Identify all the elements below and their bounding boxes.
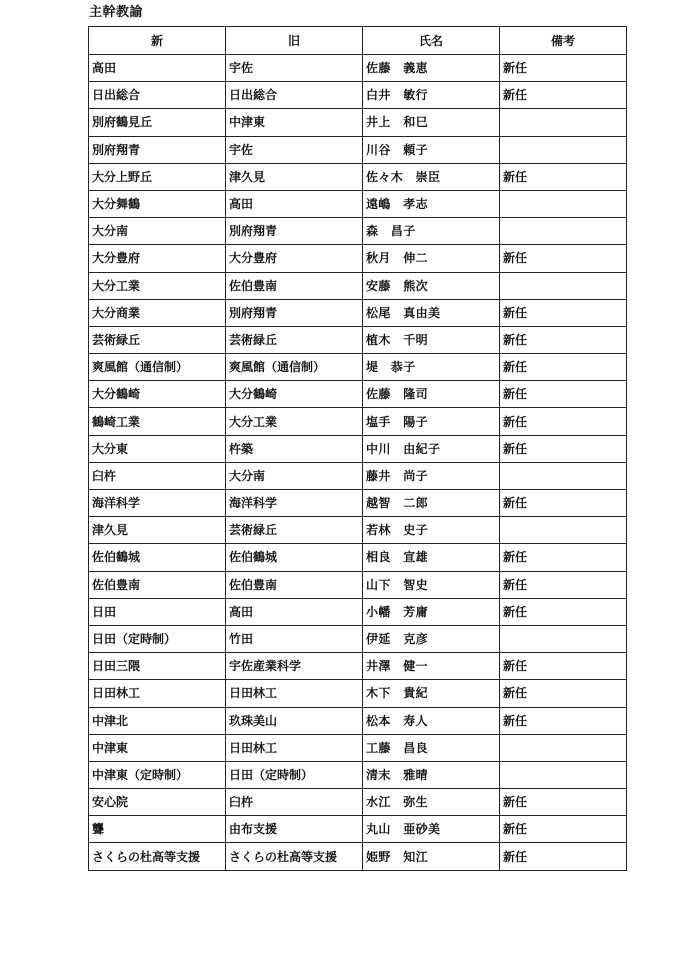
new-school-cell: 臼杵 [89,462,226,489]
new-school-cell: 大分舞鶴 [89,190,226,217]
old-school-cell: 日出総合 [226,82,363,109]
new-school-cell: 日田（定時制） [89,625,226,652]
name-cell: 姫野 知江 [363,843,500,870]
old-school-cell: 大分工業 [226,408,363,435]
name-cell: 植木 千明 [363,326,500,353]
remarks-cell [500,625,627,652]
new-school-cell: 大分商業 [89,299,226,326]
old-school-cell: 芸術緑丘 [226,326,363,353]
table-row [89,136,627,163]
table-row [89,82,627,109]
remarks-cell: 新任 [500,326,627,353]
old-school-cell: 高田 [226,190,363,217]
remarks-cell: 新任 [500,82,627,109]
old-school-cell: さくらの杜高等支援 [226,843,363,870]
table-row [89,55,627,82]
new-school-cell: 鶴崎工業 [89,408,226,435]
new-school-cell: 大分工業 [89,272,226,299]
old-school-cell: 臼杵 [226,789,363,816]
name-cell: 白井 敏行 [363,82,500,109]
remarks-cell: 新任 [500,843,627,870]
name-cell: 井上 和巳 [363,109,500,136]
old-school-cell: 佐伯豊南 [226,272,363,299]
remarks-cell [500,462,627,489]
new-school-cell: 別府鶴見丘 [89,109,226,136]
old-school-cell: 別府翔青 [226,218,363,245]
old-school-cell: 玖珠美山 [226,707,363,734]
header-old-school: 旧 [226,27,363,55]
old-school-cell: 杵築 [226,435,363,462]
old-school-cell: 海洋科学 [226,490,363,517]
new-school-cell: 芸術緑丘 [89,326,226,353]
old-school-cell: 大分南 [226,462,363,489]
page-title: 主幹教諭 [89,5,144,20]
header-new-school: 新 [89,27,226,55]
remarks-cell: 新任 [500,490,627,517]
table-row [89,109,627,136]
name-cell: 遠嶋 孝志 [363,190,500,217]
remarks-cell: 新任 [500,55,627,82]
old-school-cell: 日田（定時制） [226,761,363,788]
remarks-cell: 新任 [500,816,627,843]
name-cell: 小幡 芳庸 [363,598,500,625]
name-cell: 清末 雅晴 [363,761,500,788]
remarks-cell: 新任 [500,299,627,326]
table-row [89,598,627,625]
table-row [89,381,627,408]
new-school-cell: さくらの杜高等支援 [89,843,226,870]
table-row [89,354,627,381]
remarks-cell [500,517,627,544]
name-cell: 佐々木 崇臣 [363,163,500,190]
remarks-cell: 新任 [500,571,627,598]
new-school-cell: 佐伯豊南 [89,571,226,598]
remarks-cell: 新任 [500,707,627,734]
personnel-table [88,26,627,871]
new-school-cell: 日田三隈 [89,653,226,680]
name-cell: 佐藤 隆司 [363,381,500,408]
name-cell: 川谷 頼子 [363,136,500,163]
table-row [89,408,627,435]
new-school-cell: 安心院 [89,789,226,816]
table-row [89,190,627,217]
name-cell: 越智 二郎 [363,490,500,517]
new-school-cell: 大分上野丘 [89,163,226,190]
remarks-cell [500,109,627,136]
old-school-cell: 津久見 [226,163,363,190]
table-row [89,517,627,544]
new-school-cell: 別府翔青 [89,136,226,163]
new-school-cell: 大分鶴崎 [89,381,226,408]
remarks-cell: 新任 [500,354,627,381]
remarks-cell: 新任 [500,544,627,571]
new-school-cell: 津久見 [89,517,226,544]
table-row [89,625,627,652]
new-school-cell: 大分南 [89,218,226,245]
new-school-cell: 聾 [89,816,226,843]
table-row [89,462,627,489]
name-cell: 井澤 健一 [363,653,500,680]
new-school-cell: 日出総合 [89,82,226,109]
new-school-cell: 中津北 [89,707,226,734]
remarks-cell [500,272,627,299]
remarks-cell [500,190,627,217]
table-row [89,571,627,598]
table-row [89,734,627,761]
new-school-cell: 佐伯鶴城 [89,544,226,571]
old-school-cell: 大分鶴崎 [226,381,363,408]
old-school-cell: 芸術緑丘 [226,517,363,544]
remarks-cell [500,218,627,245]
name-cell: 丸山 亜砂美 [363,816,500,843]
name-cell: 安藤 熊次 [363,272,500,299]
old-school-cell: 佐伯豊南 [226,571,363,598]
table-row [89,218,627,245]
header-row [89,27,627,55]
table-row [89,761,627,788]
table-row [89,544,627,571]
name-cell: 若林 史子 [363,517,500,544]
name-cell: 秋月 伸二 [363,245,500,272]
new-school-cell: 爽風館（通信制） [89,354,226,381]
table-row [89,326,627,353]
old-school-cell: 高田 [226,598,363,625]
table-row [89,653,627,680]
remarks-cell: 新任 [500,245,627,272]
new-school-cell: 高田 [89,55,226,82]
old-school-cell: 宇佐 [226,136,363,163]
new-school-cell: 中津東（定時制） [89,761,226,788]
name-cell: 松尾 真由美 [363,299,500,326]
table-row [89,490,627,517]
new-school-cell: 日田林工 [89,680,226,707]
name-cell: 松本 寿人 [363,707,500,734]
table-row [89,816,627,843]
new-school-cell: 中津東 [89,734,226,761]
old-school-cell: 宇佐 [226,55,363,82]
remarks-cell: 新任 [500,598,627,625]
remarks-cell [500,136,627,163]
name-cell: 工藤 昌良 [363,734,500,761]
name-cell: 相良 宣雄 [363,544,500,571]
table-row [89,299,627,326]
name-cell: 塩手 陽子 [363,408,500,435]
name-cell: 佐藤 義恵 [363,55,500,82]
old-school-cell: 日田林工 [226,734,363,761]
name-cell: 堤 恭子 [363,354,500,381]
table-body [89,55,627,871]
remarks-cell: 新任 [500,680,627,707]
table-row [89,789,627,816]
old-school-cell: 由布支援 [226,816,363,843]
old-school-cell: 佐伯鶴城 [226,544,363,571]
old-school-cell: 大分豊府 [226,245,363,272]
remarks-cell [500,761,627,788]
name-cell: 水江 弥生 [363,789,500,816]
table-row [89,843,627,870]
new-school-cell: 大分東 [89,435,226,462]
remarks-cell: 新任 [500,381,627,408]
old-school-cell: 宇佐産業科学 [226,653,363,680]
table-row [89,245,627,272]
old-school-cell: 爽風館（通信制） [226,354,363,381]
table-row [89,680,627,707]
new-school-cell: 大分豊府 [89,245,226,272]
new-school-cell: 日田 [89,598,226,625]
remarks-cell: 新任 [500,435,627,462]
table-row [89,435,627,462]
remarks-cell: 新任 [500,653,627,680]
old-school-cell: 竹田 [226,625,363,652]
header-name: 氏名 [363,27,500,55]
remarks-cell: 新任 [500,789,627,816]
old-school-cell: 日田林工 [226,680,363,707]
remarks-cell: 新任 [500,163,627,190]
table-row [89,272,627,299]
table-row [89,707,627,734]
name-cell: 山下 智史 [363,571,500,598]
new-school-cell: 海洋科学 [89,490,226,517]
header-remarks: 備考 [500,27,627,55]
old-school-cell: 中津東 [226,109,363,136]
remarks-cell [500,734,627,761]
old-school-cell: 別府翔青 [226,299,363,326]
remarks-cell: 新任 [500,408,627,435]
name-cell: 森 昌子 [363,218,500,245]
name-cell: 伊延 克彦 [363,625,500,652]
name-cell: 木下 貴紀 [363,680,500,707]
table-row [89,163,627,190]
name-cell: 中川 由紀子 [363,435,500,462]
name-cell: 藤井 尚子 [363,462,500,489]
